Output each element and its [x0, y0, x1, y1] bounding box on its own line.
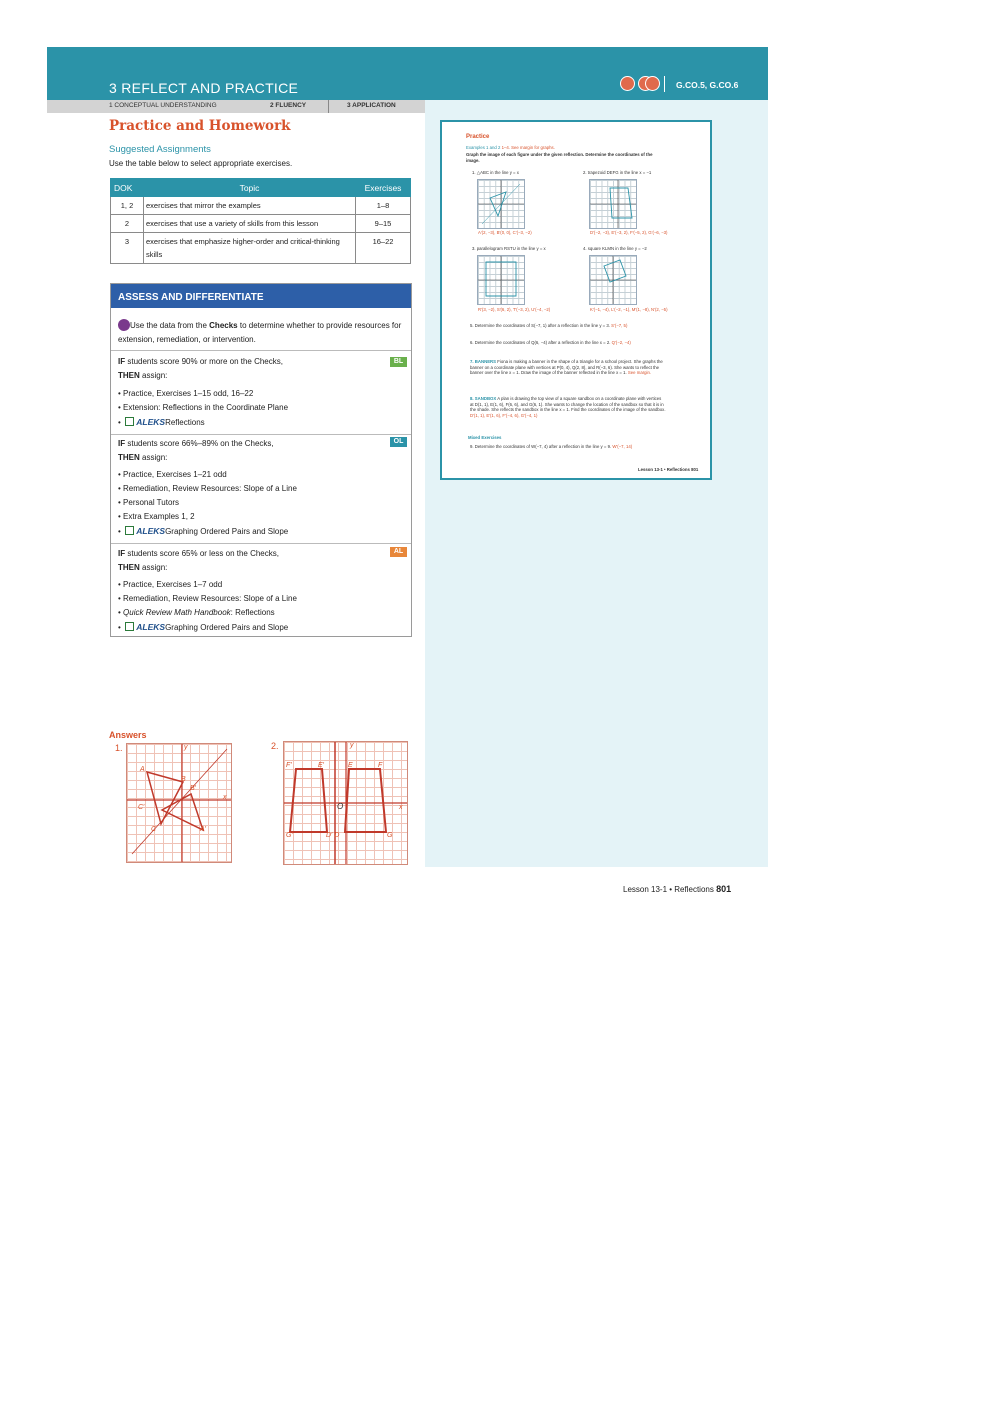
tier-then: THEN assign: — [118, 371, 168, 380]
question-8: 8. SANDBOX A plan is drawing the top view of a square sandbox on a coordinate plane with vertices at D(1, 1), E(1, 6), F(6, 6), and G(6, 1). She wants to change the location of the sandbox so that it is in the shade. She reflects the sandbox in the line x = 1. Find the coordinates of the image of the sandbox. D′(1, 1), E′(1, 6), F′(−4, 6), G′(−4, 1) — [470, 396, 666, 418]
header-exercises: Exercises — [356, 179, 411, 197]
tab-fluency[interactable]: 2 FLUENCY — [270, 102, 307, 109]
exercises-cell: 1–8 — [356, 197, 411, 215]
graph-2-figure — [590, 180, 636, 228]
point-label: G — [387, 832, 393, 839]
standards-label: G.CO.5, G.CO.6 — [676, 80, 739, 90]
point-label: B′ — [190, 785, 196, 792]
tier-if: IF students score 66%–89% on the Checks, — [118, 439, 274, 448]
graph-3-figure — [478, 256, 524, 304]
answer-number-2: 2. — [271, 741, 279, 751]
page-number: 801 — [716, 884, 732, 894]
header-dok: DOK — [111, 179, 144, 197]
assess-header — [111, 284, 411, 308]
tier-beyond-level — [111, 350, 411, 433]
divider — [664, 76, 665, 92]
question-2: 2. trapezoid DEFG in the line x = −1 — [583, 170, 652, 175]
table-row — [111, 197, 411, 215]
y-axis-label: y — [184, 744, 188, 751]
tab-conceptual[interactable]: 1 CONCEPTUAL UNDERSTANDING — [109, 102, 217, 109]
practice-page-footer: Lesson 13-1 • Reflections 801 — [638, 467, 699, 472]
table-row — [111, 215, 411, 233]
divider — [328, 100, 329, 113]
mixed-exercises-title: Mixed Exercises — [468, 435, 502, 440]
answer-number-1: 1. — [115, 743, 123, 753]
question-3: 3. parallelogram RSTU in the line y = x — [472, 246, 546, 251]
dok-cell: 1, 2 — [111, 197, 144, 215]
point-label: D′ D — [326, 832, 340, 839]
list-item: • ALEKSGraphing Ordered Pairs and Slope — [118, 526, 289, 536]
practice-page-thumbnail — [440, 120, 712, 480]
answer-1: A′(2, −3), B′(0, 0), C′(−3, −2) — [478, 230, 532, 235]
question-7: 7. BANNERS Fiona is making a banner in the shape of a triangle for a school project. She graphs the banner on a coordinate plane with vertices at P(0, 4), Q(2, 8), and R(−3, 6). She wants to reflect the banner over the line x = 1. Draw the image of the banner reflected in the line x = 1. See margin. — [470, 359, 663, 375]
person-icon — [620, 76, 635, 91]
aleks-logo: ALEKS — [136, 417, 166, 427]
answer-4: K′(−1, −4), L′(−2, −1), M′(1, −8), N′(2, −5) — [590, 307, 668, 312]
exercises-cell: 16–22 — [356, 233, 411, 264]
list-item: • Practice, Exercises 1–7 odd — [118, 580, 223, 589]
point-label: A′ — [200, 826, 206, 833]
point-label: E — [348, 762, 353, 769]
table-row — [111, 233, 411, 264]
tier-then: THEN assign: — [118, 563, 168, 572]
list-item: • ALEKSReflections — [118, 417, 205, 427]
aleks-logo: ALEKS — [136, 622, 166, 632]
answer-graph-1-figure — [127, 744, 231, 862]
tier-approaching-level — [111, 543, 411, 636]
point-label: F′ — [286, 762, 292, 769]
assess-differentiate-box — [110, 283, 412, 637]
point-label: G′ — [286, 832, 293, 839]
question-6: 6. Determine the coordinates of Q(6, −4) after a reflection in the line x = 2. Q′(−2, −4) — [470, 340, 631, 345]
page-footer — [623, 884, 731, 894]
graph-2 — [589, 179, 637, 229]
badge-ol: OL — [390, 437, 407, 447]
tier-if: IF students score 65% or less on the Checks, — [118, 549, 279, 558]
point-label: A — [140, 766, 145, 773]
list-item: • ALEKSGraphing Ordered Pairs and Slope — [118, 622, 289, 632]
x-axis-label: x — [223, 794, 227, 801]
origin-label: O — [337, 802, 344, 811]
graph-4-figure — [590, 256, 636, 304]
section-title: 3 REFLECT AND PRACTICE — [109, 80, 299, 96]
list-item: • Extension: Reflections in the Coordinate Plane — [118, 403, 289, 412]
badge-al: AL — [390, 547, 407, 557]
point-label: E′ — [318, 762, 324, 769]
topic-cell: exercises that mirror the examples — [144, 197, 356, 215]
table-header-row — [111, 179, 411, 197]
data-chart-icon — [118, 319, 130, 331]
point-label: C′ — [138, 804, 145, 811]
list-item: • Practice, Exercises 1–21 odd — [118, 470, 227, 479]
aleks-icon — [125, 526, 134, 535]
dok-cell: 3 — [111, 233, 144, 264]
graph-1 — [477, 179, 525, 229]
aleks-icon — [125, 622, 134, 631]
tier-then: THEN assign: — [118, 453, 168, 462]
list-item: • Practice, Exercises 1–15 odd, 16–22 — [118, 389, 254, 398]
aleks-icon — [125, 417, 134, 426]
tier-if: IF students score 90% or more on the Checks, — [118, 357, 283, 366]
question-4: 4. square KLMN in the line y = −2 — [583, 246, 647, 251]
dok-cell: 2 — [111, 215, 144, 233]
question-1: 1. △ABC in the line y = x — [472, 170, 519, 175]
topic-cell: exercises that emphasize higher-order and critical-thinking skills — [144, 233, 356, 264]
question-9: 9. Determine the coordinates of W(−7, 4) after a reflection in the line y = 9. W′(−7, 14) — [470, 444, 633, 449]
point-label: C — [151, 826, 157, 833]
practice-title: Practice — [466, 134, 490, 140]
list-item: • Remediation, Review Resources: Slope of a Line — [118, 484, 297, 493]
examples-ref: Examples 1 and 2 1–4. See margin for graphs. — [466, 145, 555, 150]
point-label: F — [378, 762, 383, 769]
y-axis-label: y — [350, 742, 354, 749]
list-item: • Extra Examples 1, 2 — [118, 512, 195, 521]
answer-graph-1 — [126, 743, 232, 863]
assess-title: ASSESS AND DIFFERENTIATE — [118, 292, 264, 303]
tab-bar — [47, 100, 425, 113]
suggested-assignments-title: Suggested Assignments — [109, 144, 211, 155]
answers-title: Answers — [109, 730, 147, 740]
answer-3: R′(3, −2), S′(6, 2), T′(−3, 2), U′(−4, −2) — [478, 307, 551, 312]
answer-2: D′(−2, −3), E′(−3, 2), F′(−5, 2), G′(−6, −3) — [590, 230, 668, 235]
footer-lesson: Lesson 13-1 • Reflections — [623, 885, 714, 894]
dok-table — [110, 178, 411, 264]
graph-1-figure — [478, 180, 524, 228]
point-label: B — [181, 776, 186, 783]
list-item: • Remediation, Review Resources: Slope of a Line — [118, 594, 297, 603]
x-axis-label: x — [399, 804, 403, 811]
list-item: • Quick Review Math Handbook: Reflections — [118, 608, 275, 617]
header-topic: Topic — [144, 179, 356, 197]
answer-graph-2 — [283, 741, 408, 865]
group-icon-2 — [645, 76, 660, 91]
graph-3 — [477, 255, 525, 305]
question-5: 5. Determine the coordinates of S(−7, 1) after a reflection in the line y = 3. S′(−7, 5) — [470, 323, 628, 328]
assess-intro: Use the data from the Checks to determine whether to provide resources for extension, remediation, or intervention. — [118, 321, 402, 344]
topic-cell: exercises that use a variety of skills from this lesson — [144, 215, 356, 233]
practice-homework-title: Practice and Homework — [109, 118, 291, 134]
aleks-logo: ALEKS — [136, 526, 166, 536]
list-item: • Personal Tutors — [118, 498, 180, 507]
badge-bl: BL — [390, 357, 407, 367]
graph-4 — [589, 255, 637, 305]
practice-instruction: Graph the image of each figure under the given reflection. Determine the coordinates of the image. — [466, 152, 653, 163]
tab-application[interactable]: 3 APPLICATION — [347, 102, 396, 109]
answer-graph-2-figure — [284, 742, 407, 864]
exercises-cell: 9–15 — [356, 215, 411, 233]
suggested-assignments-intro: Use the table below to select appropriate exercises. — [109, 159, 293, 168]
tier-on-level — [111, 434, 411, 543]
